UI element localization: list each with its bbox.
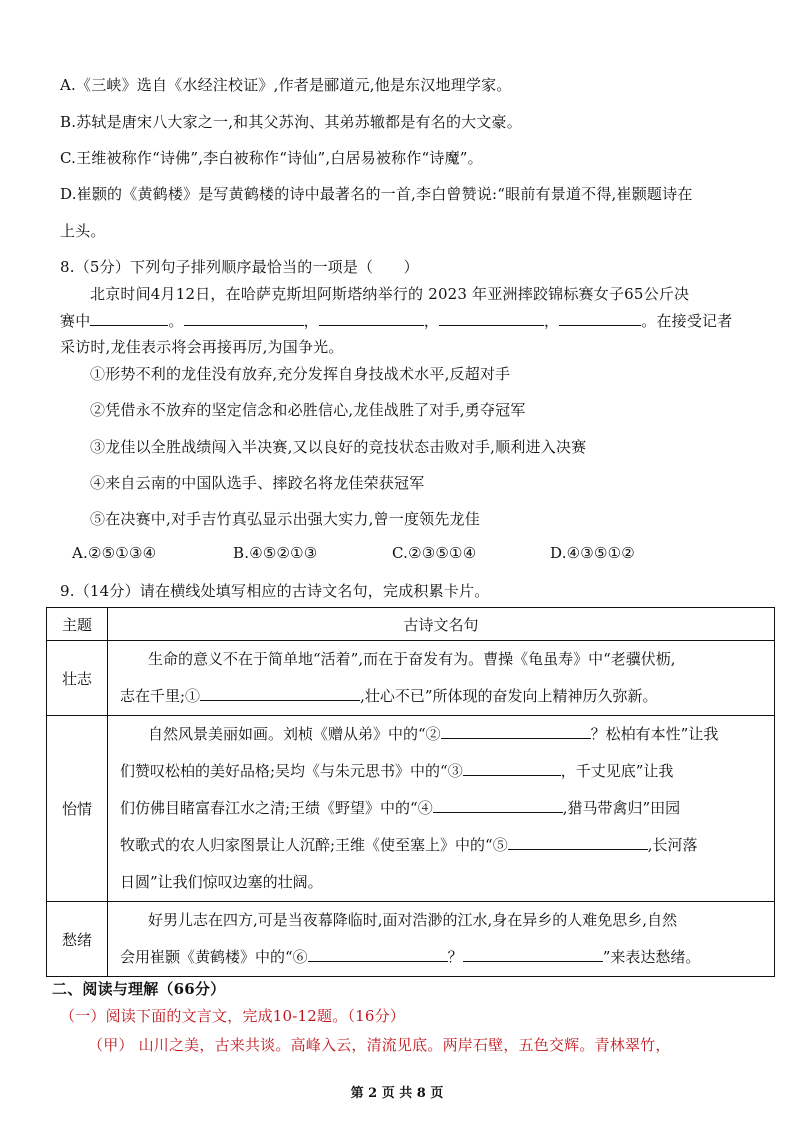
answer-blank-4[interactable] [433,798,563,813]
choice-b[interactable]: B.④⑤②①③ [233,544,318,562]
answer-blank[interactable] [439,311,544,326]
answer-blank-1[interactable] [200,686,360,701]
sentence-5: ⑤在决赛中,对手吉竹真弘显示出强大实力,曾一度领先龙佳 [90,510,480,528]
q8-passage-line2 [60,310,732,331]
q8-passage-line3: 采访时,龙佳表示将会再接再厉,为国争光。 [60,338,344,356]
sentence-2: ②凭借永不放弃的坚定信念和必胜信心,龙佳战胜了对手,勇夺冠军 [90,401,526,419]
q8-passage-line1: 北京时间4月12日，在哈萨克斯坦阿斯塔纳举行的 2023 年亚洲摔跤锦标赛女子65公斤决 [90,285,690,303]
table-header-row [47,608,775,641]
table-row [47,716,775,902]
choice-a[interactable]: A.②⑤①③④ [72,544,157,562]
content-line: 志在千里;① ,壮心不已”所体现的奋发向上精神历久弥新。 [120,687,658,705]
answer-blank-3[interactable] [463,761,561,776]
header-content: 古诗文名句 [108,608,775,641]
q8-passage-end: 。在接受记者 [641,312,733,330]
question-8-stem: 8.（5分）下列句子排列顺序最恰当的一项是（ ） [60,258,419,276]
q8-separator: ， [544,312,560,330]
content-line: 会用崔颢《黄鹤楼》中的“⑥ ？ ”来表达愁绪。 [120,948,701,966]
section-2-title: 二、阅读与理解（66分） [52,980,226,998]
q8-separator: ， [423,312,440,330]
passage-jia [88,1034,671,1055]
passage-jia-text: 山川之美，古来共谈。高峰入云，清流见底。两岸石壁，五色交辉。青林翠竹， [138,1036,671,1054]
theme-cell: 愁绪 [47,902,108,977]
page-footer: 第 2 页 共 8 页 [350,1086,444,1101]
option-b: B.苏轼是唐宋八大家之一,和其父苏洵、其弟苏辙都是有名的大文豪。 [60,113,522,131]
answer-blank[interactable] [90,311,168,326]
content-line: 自然风景美丽如画。刘桢《赠从弟》中的“② ？松柏有本性”让我 [148,725,719,743]
header-theme: 主题 [47,608,108,641]
answer-blank[interactable] [559,311,641,326]
content-cell [108,716,775,902]
theme-cell: 怡情 [47,716,108,902]
question-9-stem: 9.（14分）请在横线处填写相应的古诗文名句，完成积累卡片。 [60,582,490,600]
section-2-subtitle: （一）阅读下面的文言文，完成10-12题。（16分） [60,1007,406,1025]
q8-separator: ， [303,312,319,330]
sentence-1: ①形势不利的龙佳没有放弃,充分发挥自身技战术水平,反超对手 [90,365,511,383]
content-line: 生命的意义不在于简单地“活着”,而在于奋发有为。曹操《龟虽寿》中“老骥伏枥, [148,650,676,668]
table-row [47,641,775,716]
answer-blank-5[interactable] [508,835,648,850]
q8-separator: 。 [168,312,184,330]
choice-d[interactable]: D.④③⑤①② [550,544,635,562]
answer-blank-6b[interactable] [463,947,603,962]
passage-jia-label: （甲） [88,1036,134,1054]
option-d-cont: 上头。 [60,222,106,240]
answer-blank-2[interactable] [441,724,591,739]
content-line: 们赞叹松柏的美好品格;吴均《与朱元思书》中的“③ ，千丈见底”让我 [120,762,674,780]
content-line: 们仿佛目睹富春江水之清;王绩《野望》中的“④ ,猎马带禽归”田园 [120,799,681,817]
answer-blank-6a[interactable] [308,947,448,962]
option-c: C.王维被称作“诗佛”,李白被称作“诗仙”,白居易被称作“诗魔”。 [60,149,483,167]
choice-c[interactable]: C.②③⑤①④ [392,544,477,562]
accumulation-card-table [46,607,775,977]
q8-passage-prefix: 赛中 [60,312,91,330]
answer-blank[interactable] [319,311,424,326]
sentence-4: ④来自云南的中国队选手、摔跤名将龙佳荣获冠军 [90,474,425,492]
content-cell [108,902,775,977]
answer-blank[interactable] [184,311,304,326]
option-a: A.《三峡》选自《水经注校证》,作者是郦道元,他是东汉地理学家。 [60,76,512,94]
content-cell [108,641,775,716]
content-line: 牧歌式的农人归家图景让人沉醉;王维《使至塞上》中的“⑤ ,长河落 [120,836,698,854]
content-line: 好男儿志在四方,可是当夜幕降临时,面对浩渺的江水,身在异乡的人难免思乡,自然 [148,911,678,929]
table-row [47,902,775,977]
theme-cell: 壮志 [47,641,108,716]
sentence-3: ③龙佳以全胜战绩闯入半决赛,又以良好的竞技状态击败对手,顺利进入决赛 [90,438,587,456]
content-line: 日圆”让我们惊叹边塞的壮阔。 [120,873,323,891]
option-d: D.崔颢的《黄鹤楼》是写黄鹤楼的诗中最著名的一首,李白曾赞说:“眼前有景道不得,崔颢题诗在 [60,185,693,203]
